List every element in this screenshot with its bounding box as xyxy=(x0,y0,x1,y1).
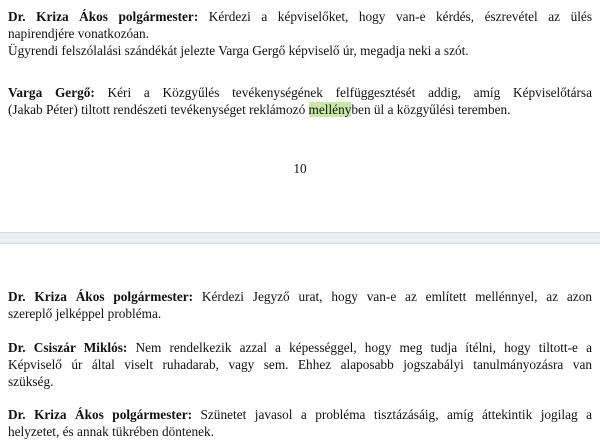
paragraph-kriza-break xyxy=(8,406,592,440)
document-page-bottom xyxy=(0,244,600,448)
paragraph-csiszar xyxy=(8,339,592,390)
paragraph-line xyxy=(8,101,592,118)
paragraph-line xyxy=(8,339,592,356)
paragraph-text: Kérdezi a képviselőket, hogy van-e kérdés, észrevétel az ülés xyxy=(198,9,593,24)
paragraph-text: Kéri a Közgyűlés tevékenységének felfüggesztését addig, amíg Képviselőtársa xyxy=(94,85,592,100)
page-number: 10 xyxy=(293,161,307,176)
highlighted-word: mellény xyxy=(308,102,352,117)
paragraph-text: (Jakab Péter) tiltott rendészeti tevékenységet reklámozó xyxy=(8,102,309,117)
speaker-name: Dr. Csiszár Miklós: xyxy=(8,340,128,355)
paragraph-line: Ügyrendi felszólalási szándékát jelezte Varga Gergő képviselő úr, megadja neki a szót. xyxy=(8,43,469,58)
paragraph-text: Szünetet javasol a probléma tisztázásáig, amíg áttekintik jogilag a xyxy=(192,407,592,422)
paragraph-varga xyxy=(8,84,592,118)
paragraph-line xyxy=(8,84,592,101)
paragraph-text: Nem rendelkezik azzal a képességgel, hogy meg tudja ítélni, hogy tiltott-e a xyxy=(127,340,592,355)
paragraph-text: ben ül a közgyűlési teremben. xyxy=(351,102,511,117)
speaker-name: Varga Gergő: xyxy=(8,85,95,100)
paragraph-line xyxy=(8,406,592,423)
paragraph-line: szükség. xyxy=(8,374,54,389)
paragraph-kriza-question xyxy=(8,288,592,322)
speaker-name: Dr. Kriza Ákos polgármester: xyxy=(8,407,193,422)
paragraph-line: helyzetet, és annak tükrében döntenek. xyxy=(8,424,215,439)
paragraph-line xyxy=(8,288,592,305)
paragraph-line: Képviselő úr által viselt ruhadarab, vagy sem. Ehhez alaposabb jogszabályi tanulmányozásra van xyxy=(8,357,592,372)
speaker-name: Dr. Kriza Ákos polgármester: xyxy=(8,9,199,24)
paragraph-line: napirendjére vonatkozóan. xyxy=(8,26,150,41)
paragraph-kriza-opening xyxy=(8,8,592,59)
speaker-name: Dr. Kriza Ákos polgármester: xyxy=(8,289,194,304)
paragraph-text: Kérdezi Jegyző urat, hogy van-e az említett mellénnyel, az azon xyxy=(193,289,593,304)
paragraph-line: szereplő jelképpel probléma. xyxy=(8,306,162,321)
paragraph-line xyxy=(8,8,592,25)
page-separator xyxy=(0,232,600,244)
